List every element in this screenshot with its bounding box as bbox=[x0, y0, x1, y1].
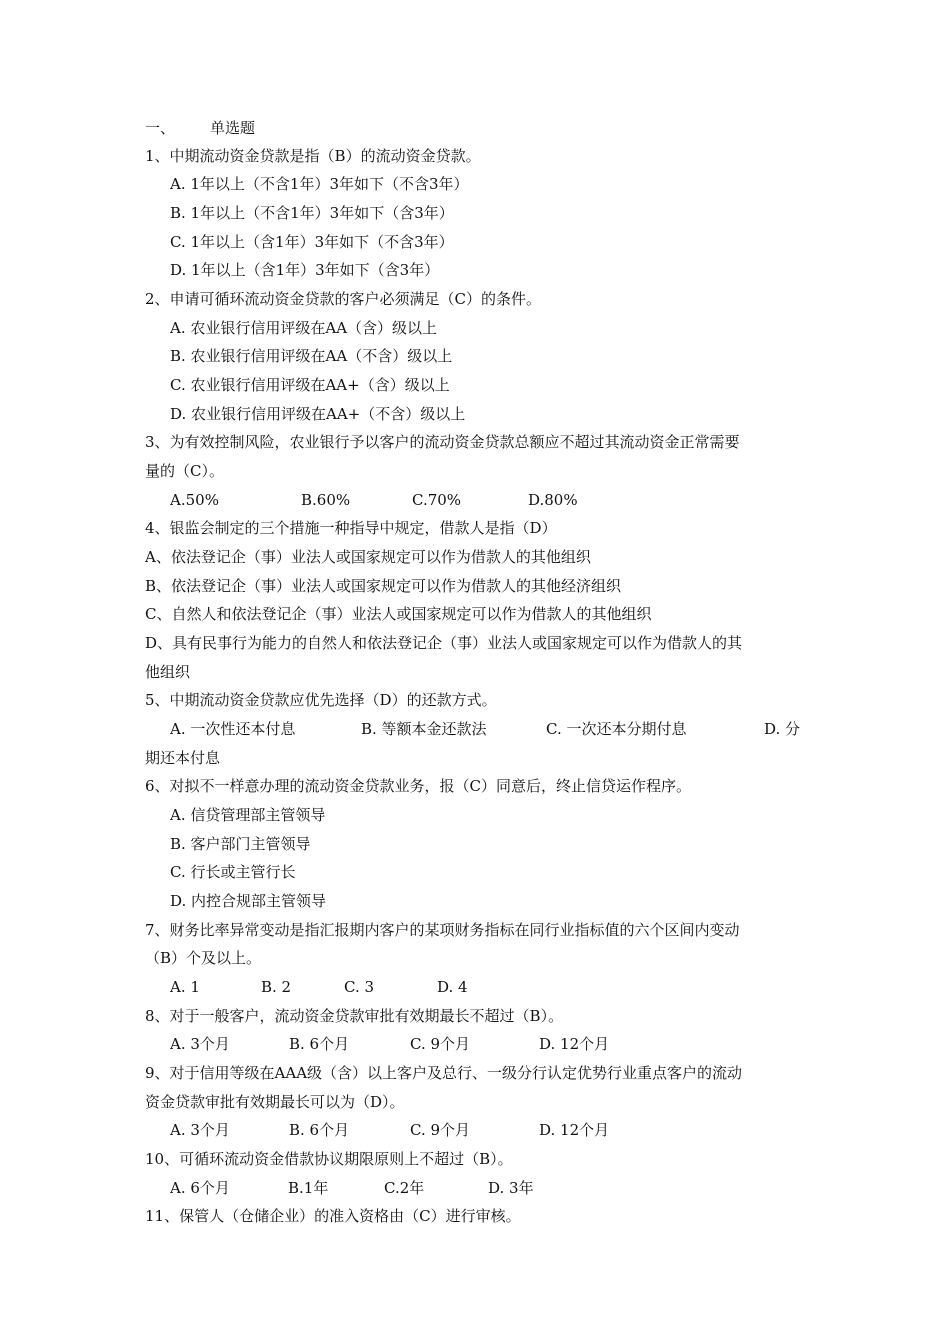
question-7-option-d: D. 4 bbox=[437, 978, 468, 996]
question-4-option-d-line-2: 他组织 bbox=[145, 663, 191, 681]
question-5-option-b: B. 等额本金还款法 bbox=[361, 720, 487, 738]
question-8-option-a: A. 3个月 bbox=[170, 1035, 230, 1053]
question-3-option-d: D.80% bbox=[528, 491, 578, 509]
question-8-option-c: C. 9个月 bbox=[410, 1035, 471, 1053]
question-2-option-a: A. 农业银行信用评级在AA（含）级以上 bbox=[170, 319, 438, 337]
question-9-stem-line-2: 资金贷款审批有效期最长可以为（D）。 bbox=[145, 1093, 405, 1111]
question-7-option-b: B. 2 bbox=[261, 978, 292, 996]
question-2-option-b: B. 农业银行信用评级在AA（不含）级以上 bbox=[170, 347, 453, 365]
question-3-stem-line-2: 量的（C）。 bbox=[145, 462, 224, 480]
question-4-option-d-line-1: D、具有民事行为能力的自然人和依法登记企（事）业法人或国家规定可以作为借款人的其 bbox=[145, 634, 743, 652]
question-4-option-a: A、依法登记企（事）业法人或国家规定可以作为借款人的其他组织 bbox=[145, 548, 591, 566]
question-6-option-c: C. 行长或主管行长 bbox=[170, 863, 296, 881]
question-1-option-a: A. 1年以上（不含1年）3年如下（不含3年） bbox=[170, 175, 469, 193]
question-5-option-d-continuation: 期还本付息 bbox=[145, 749, 221, 767]
question-9-stem-line-1: 9、对于信用等级在AAA级（含）以上客户及总行、一级分行认定优势行业重点客户的流动 bbox=[145, 1064, 743, 1082]
question-1-option-c: C. 1年以上（含1年）3年如下（不含3年） bbox=[170, 233, 454, 251]
question-2-option-d: D. 农业银行信用评级在AA+（不含）级以上 bbox=[170, 405, 466, 423]
question-4-option-b: B、依法登记企（事）业法人或国家规定可以作为借款人的其他经济组织 bbox=[145, 577, 622, 595]
question-7-option-a: A. 1 bbox=[170, 978, 200, 996]
question-2-stem: 2、申请可循环流动资金贷款的客户必须满足（C）的条件。 bbox=[145, 290, 542, 308]
question-1-option-b: B. 1年以上（不含1年）3年如下（含3年） bbox=[170, 204, 454, 222]
question-9-option-b: B. 6个月 bbox=[289, 1121, 350, 1139]
question-8-option-b: B. 6个月 bbox=[289, 1035, 350, 1053]
question-3-option-c: C.70% bbox=[412, 491, 462, 509]
question-4-stem: 4、银监会制定的三个措施一种指导中规定，借款人是指（D） bbox=[145, 519, 557, 537]
question-8-stem: 8、对于一般客户，流动资金贷款审批有效期最长不超过（B）。 bbox=[145, 1007, 564, 1025]
question-8-options bbox=[170, 1030, 805, 1058]
question-11-stem: 11、保管人（仓储企业）的准入资格由（C）进行审核。 bbox=[145, 1207, 521, 1225]
question-4-option-c: C、自然人和依法登记企（事）业法人或国家规定可以作为借款人的其他组织 bbox=[145, 605, 652, 623]
question-3-stem-line-1: 3、为有效控制风险，农业银行予以客户的流动资金贷款总额应不超过其流动资金正常需要 bbox=[145, 433, 740, 451]
question-3-option-b: B.60% bbox=[301, 491, 351, 509]
question-1-stem: 1、中期流动资金贷款是指（B）的流动资金贷款。 bbox=[145, 147, 481, 165]
question-9-options bbox=[170, 1116, 805, 1144]
section-number: 一、 bbox=[145, 119, 176, 137]
question-6-option-b: B. 客户部门主管领导 bbox=[170, 835, 311, 853]
question-5-options bbox=[170, 715, 805, 743]
question-7-stem-line-1: 7、财务比率异常变动是指汇报期内客户的某项财务指标在同行业指标值的六个区间内变动 bbox=[145, 921, 740, 939]
question-1-option-d: D. 1年以上（含1年）3年如下（含3年） bbox=[170, 261, 440, 279]
question-6-option-a: A. 信贷管理部主管领导 bbox=[170, 806, 326, 824]
question-8-option-d: D. 12个月 bbox=[539, 1035, 610, 1053]
question-7-stem-line-2: （B）个及以上。 bbox=[145, 949, 262, 967]
question-9-option-a: A. 3个月 bbox=[170, 1121, 230, 1139]
question-10-option-c: C.2年 bbox=[384, 1179, 425, 1197]
question-3-options bbox=[170, 486, 805, 514]
question-5-option-d: D. 分 bbox=[764, 720, 801, 738]
question-3-option-a: A.50% bbox=[170, 491, 219, 509]
question-5-option-c: C. 一次还本分期付息 bbox=[546, 720, 687, 738]
section-title: 单选题 bbox=[210, 119, 256, 137]
question-6-stem: 6、对拟不一样意办理的流动资金贷款业务，报（C）同意后，终止信贷运作程序。 bbox=[145, 777, 692, 795]
section-heading bbox=[145, 114, 805, 142]
question-6-option-d: D. 内控合规部主管领导 bbox=[170, 892, 327, 910]
question-9-option-c: C. 9个月 bbox=[410, 1121, 471, 1139]
question-5-option-a: A. 一次性还本付息 bbox=[170, 720, 296, 738]
question-10-option-b: B.1年 bbox=[288, 1179, 329, 1197]
question-5-stem: 5、中期流动资金贷款应优先选择（D）的还款方式。 bbox=[145, 691, 497, 709]
question-10-option-a: A. 6个月 bbox=[170, 1179, 230, 1197]
question-9-option-d: D. 12个月 bbox=[539, 1121, 610, 1139]
question-10-options bbox=[170, 1174, 805, 1202]
question-7-option-c: C. 3 bbox=[344, 978, 375, 996]
question-7-options bbox=[170, 973, 805, 1001]
question-10-option-d: D. 3年 bbox=[488, 1179, 534, 1197]
question-2-option-c: C. 农业银行信用评级在AA+（含）级以上 bbox=[170, 376, 450, 394]
question-10-stem: 10、可循环流动资金借款协议期限原则上不超过（B）。 bbox=[145, 1150, 513, 1168]
